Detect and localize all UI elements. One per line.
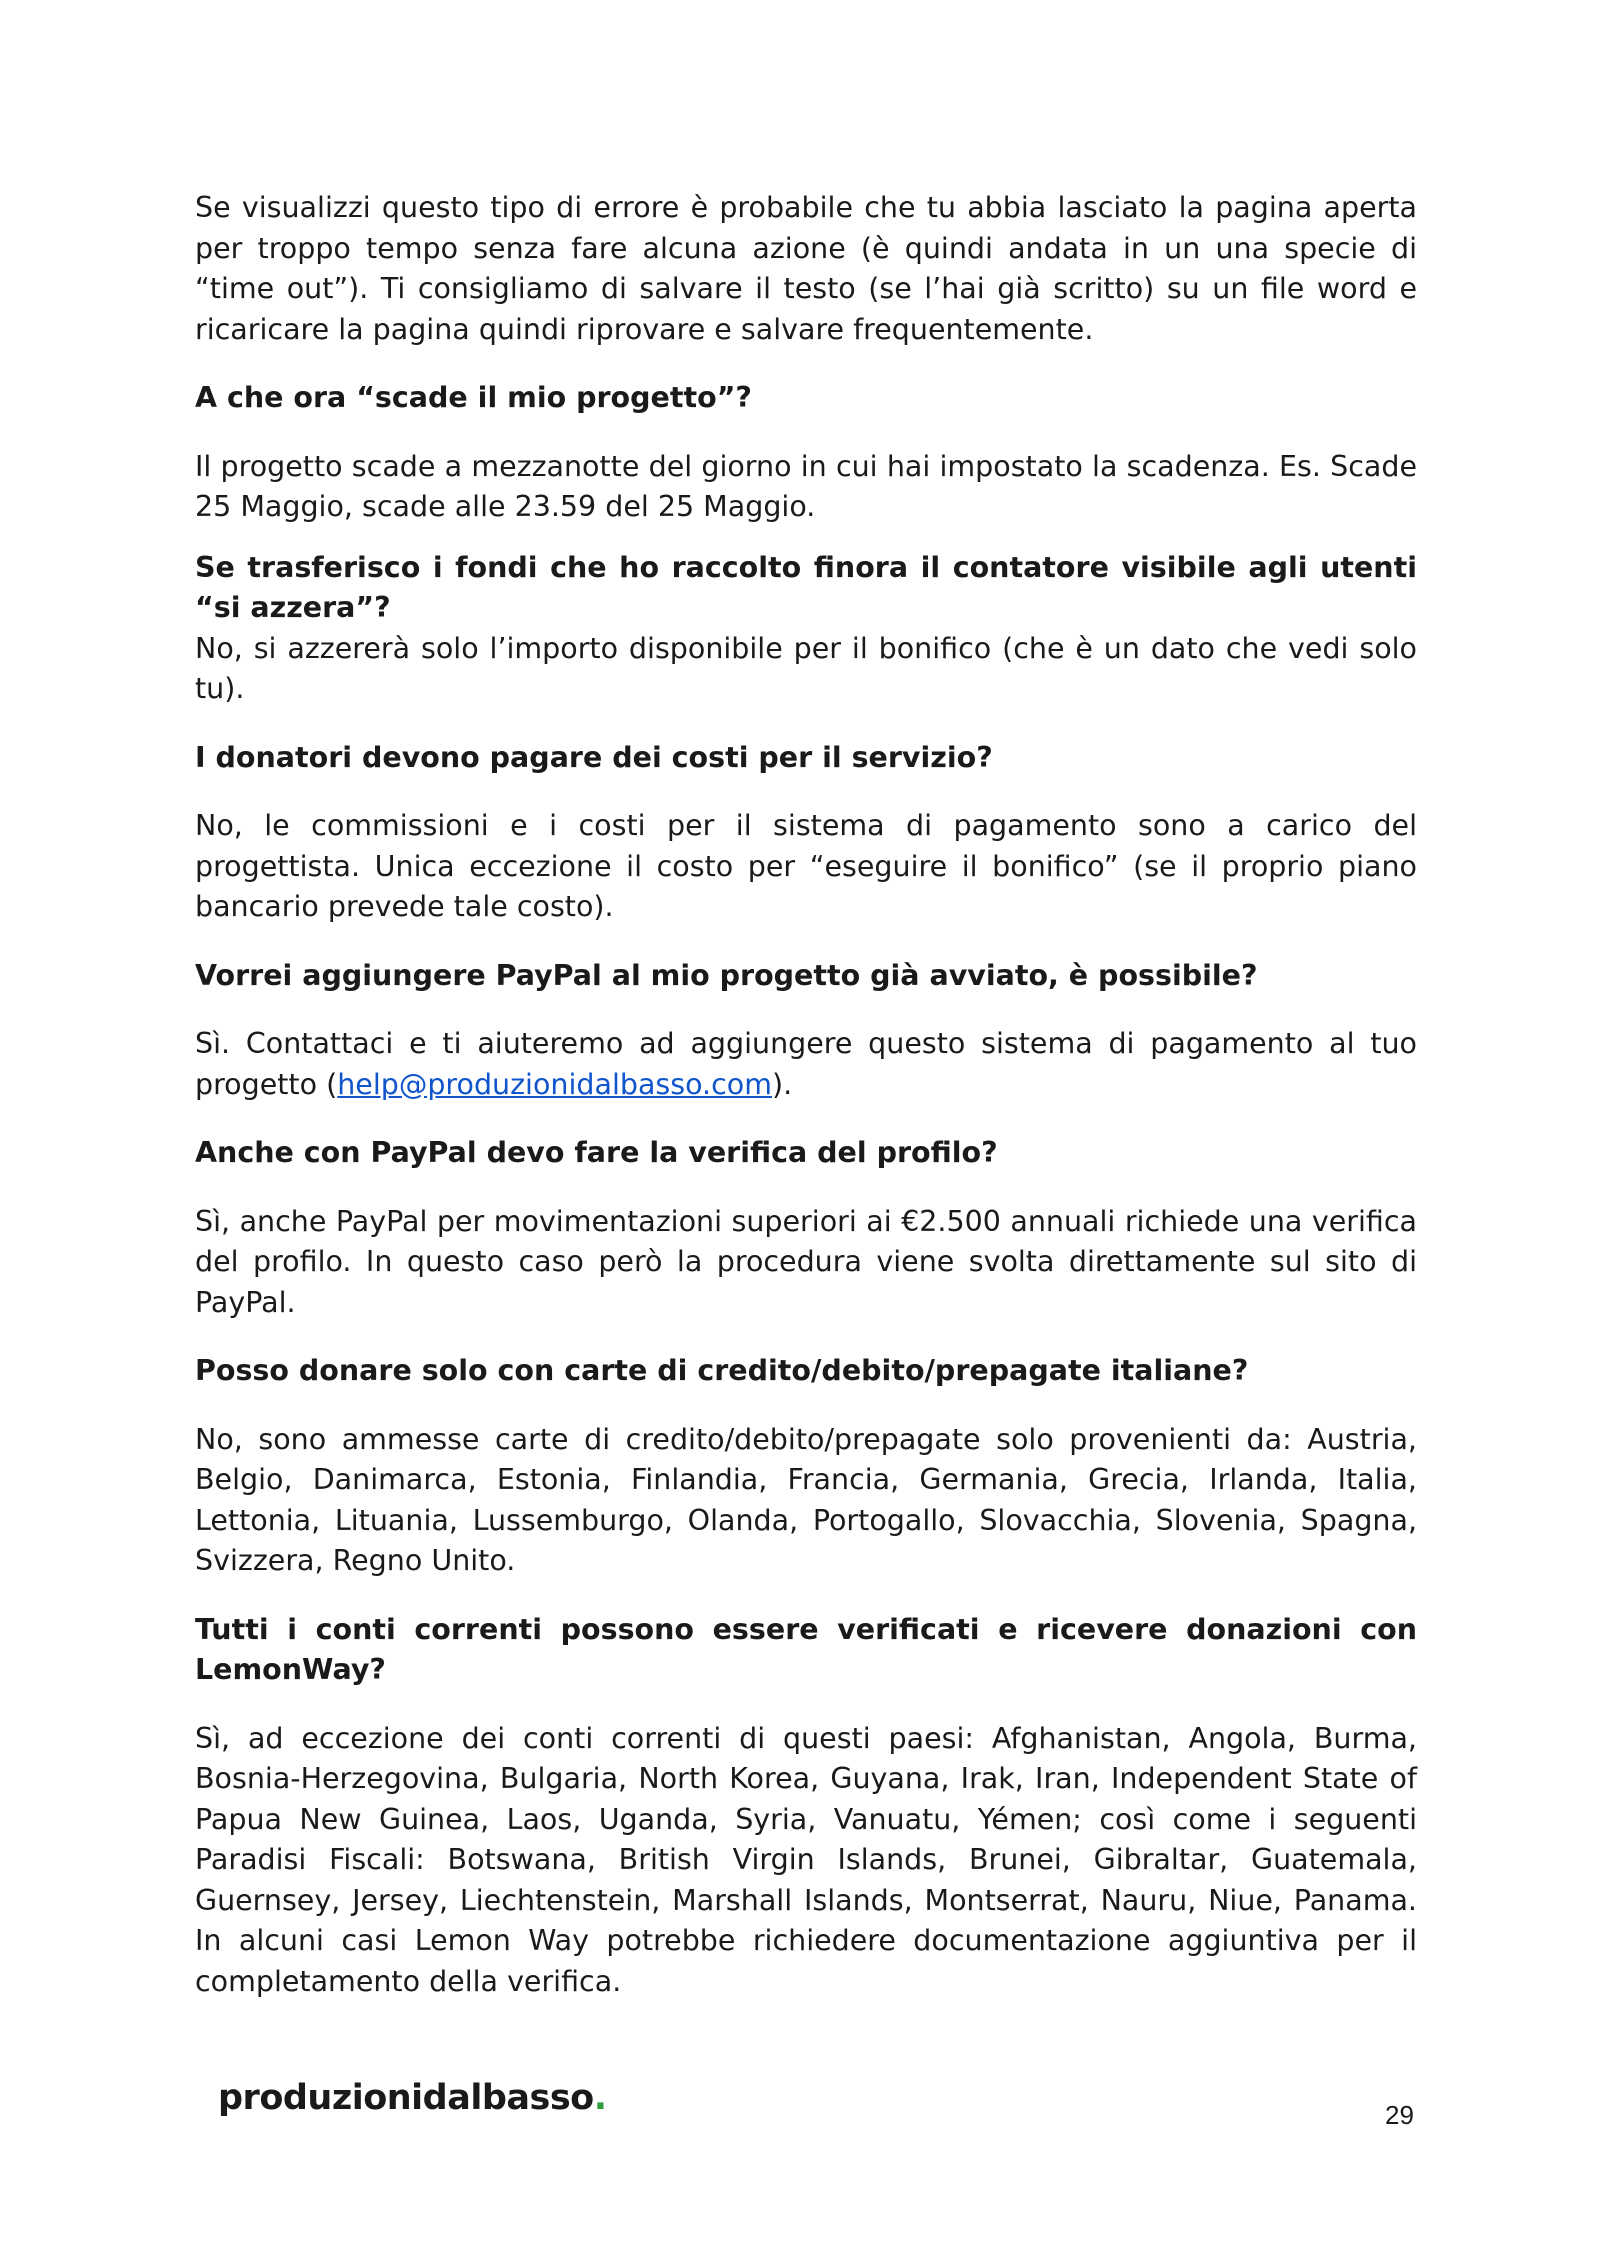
faq-answer-5: Sì, anche PayPal per movimentazioni superiori ai €2.500 annuali richiede una verifica del profilo. In questo caso però la procedura viene svolta direttamente sul sito di PayPal. <box>195 1204 1417 1319</box>
faq-answer-4 <box>195 1024 1417 1105</box>
faq-question-7: Tutti i conti correnti possono essere verificati e ricevere donazioni con LemonWay? <box>195 1612 1417 1686</box>
faq-question-3: I donatori devono pagare dei costi per il servizio? <box>195 740 993 774</box>
faq-question-5: Anche con PayPal devo fare la verifica del profilo? <box>195 1136 998 1169</box>
help-email-link[interactable]: help@produzionidalbasso.com <box>337 1067 772 1101</box>
faq-answer-7: Sì, ad eccezione dei conti correnti di questi paesi: Afghanistan, Angola, Burma, Bosnia-Herzegovina, Bulgaria, North Korea, Guyana, Irak, Iran, Independent State of Papua New Guinea, Laos, Uganda, Syria, Vanuatu, Yémen; così come i seguenti Paradisi Fiscali: Botswana, British Virgin Islands, Brunei, Gibraltar, Guatemala, Guernsey, Jersey, Liechtenstein, Marshall Islands, Montserrat, Nauru, Niue, Panama. In alcuni casi Lemon Way potrebbe richiedere documentazione aggiuntiva per il completamento della verifica. <box>195 1721 1417 1998</box>
faq-question-6: Posso donare solo con carte di credito/debito/prepagate italiane? <box>195 1354 1249 1387</box>
faq-answer-4-tail: ). <box>771 1067 793 1101</box>
logo-dot: . <box>593 2078 607 2118</box>
intro-paragraph: Se visualizzi questo tipo di errore è probabile che tu abbia lasciato la pagina aperta per troppo tempo senza fare alcuna azione (è quindi andata in un una specie di “time out”). Ti consigliamo di salvare il testo (se l’hai già scritto) su un file word e ricaricare la pagina quindi riprovare e salvare frequentemente. <box>195 191 1417 346</box>
faq-question-1: A che ora “scade il mio progetto”? <box>195 381 752 414</box>
faq-answer-2: No, si azzererà solo l’importo disponibile per il bonifico (che è un dato che vedi solo tu). <box>195 631 1417 705</box>
faq-answer-6: No, sono ammesse carte di credito/debito/prepagate solo provenienti da: Austria, Belgio, Danimarca, Estonia, Finlandia, Francia, Germania, Grecia, Irlanda, Italia, Lettonia, Lituania, Lussemburgo, Olanda, Portogallo, Slovacchia, Slovenia, Spagna, Svizzera, Regno Unito. <box>195 1422 1417 1577</box>
faq-question-4: Vorrei aggiungere PayPal al mio progetto già avviato, è possibile? <box>195 958 1258 992</box>
page-number: 29 <box>1385 2100 1414 2130</box>
faq-question-2: Se trasferisco i fondi che ho raccolto finora il contatore visibile agli utenti “si azzera”? <box>195 550 1417 624</box>
produzionidalbasso-logo <box>218 2078 607 2118</box>
faq-answer-3: No, le commissioni e i costi per il sistema di pagamento sono a carico del progettista. Unica eccezione il costo per “eseguire il bonifico” (se il proprio piano bancario prevede tale costo). <box>195 809 1417 923</box>
logo-text: produzionidalbasso <box>218 2078 594 2118</box>
faq-answer-1: Il progetto scade a mezzanotte del giorno in cui hai impostato la scadenza. Es. Scade 25 Maggio, scade alle 23.59 del 25 Maggio. <box>195 449 1417 523</box>
faq-answer-4-text: Sì. Contattaci e ti aiuteremo ad aggiungere questo sistema di pagamento al tuo progetto ( <box>195 1027 1417 1101</box>
page-content <box>195 188 1417 2002</box>
